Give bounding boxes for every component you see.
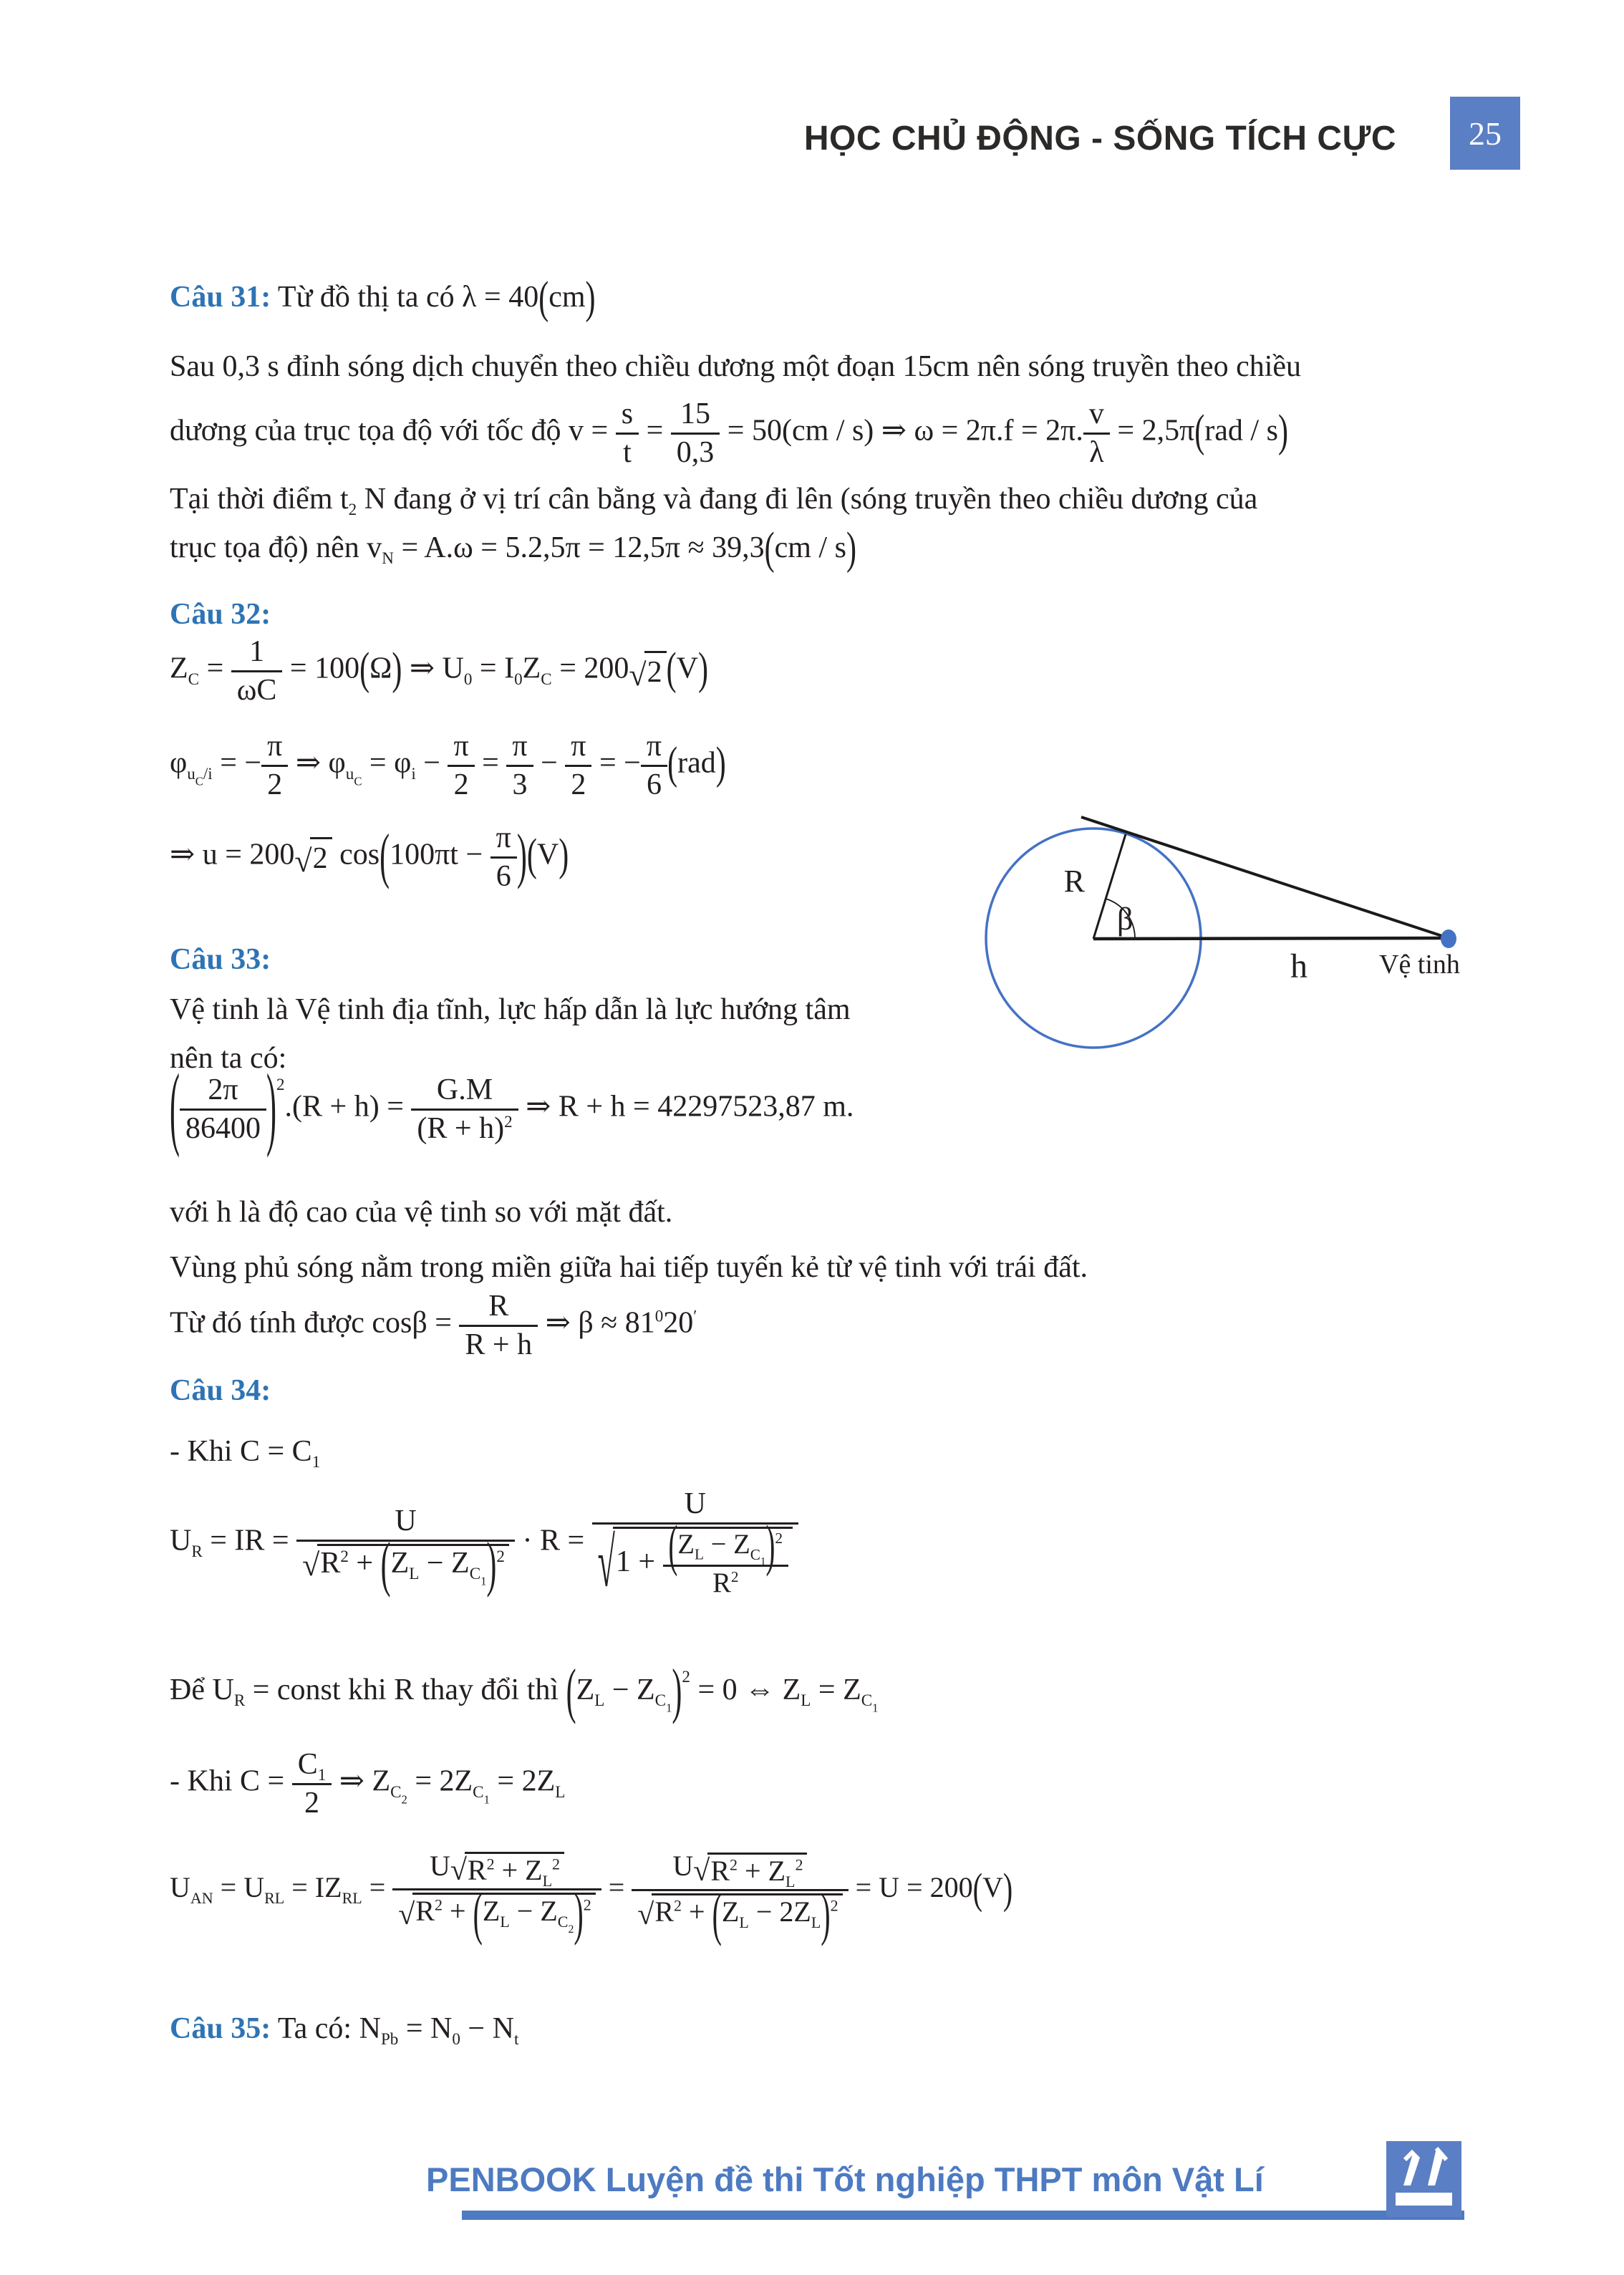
earth-satellite-line — [1093, 938, 1448, 939]
page-number: 25 — [1469, 115, 1502, 152]
cau31-line2: Sau 0,3 s đỉnh sóng dịch chuyển theo chiều dương một đoạn 15cm nên sóng truyền theo chiều — [170, 350, 1302, 383]
page-number-box — [1450, 97, 1520, 170]
height-label: h — [1290, 947, 1308, 985]
cau35-label: Câu 35: — [170, 2012, 271, 2045]
cau35-line — [170, 2011, 518, 2047]
cau33-line3: với h là độ cao của vệ tinh so với mặt đất. — [170, 1196, 673, 1229]
footer-title: PENBOOK Luyện đề thi Tốt nghiệp THPT môn Vật Lí — [426, 2160, 1264, 2198]
cau34-const-condition: Để $U_R$ = const khi R thay đổi thì $(Z_L - Z_{C_1})^2 = 0$ ⇔ $Z_L = Z_{C_1}$ — [170, 1658, 879, 1726]
satellite-label: Vệ tinh — [1379, 950, 1460, 980]
logo-background — [1386, 2141, 1461, 2217]
cau31-label: Câu 31: — [170, 281, 271, 314]
cau33-label: Câu 33: — [170, 943, 271, 976]
beta-label: β — [1117, 902, 1134, 937]
cau32-heading — [170, 596, 271, 632]
cau33-gravity-formula: ( $\frac{2\pi}{86400}$ )$^2$.(R + h) = $\frac{G.M}{(R + h)^2}$ ⇒ R + h = 42297523,87 m. — [170, 1058, 854, 1160]
cau34-label: Câu 34: — [170, 1374, 271, 1407]
radius-label: R — [1063, 864, 1085, 899]
cau34-heading — [170, 1373, 271, 1409]
cau31-line5: trục tọa độ) nên $v_N = A.\omega = 5.2,5\pi = 12,5\pi \approx 39,3(cm / s)$ — [170, 524, 856, 574]
satellite-diagram — [967, 798, 1482, 1106]
logo-base-bar — [1396, 2193, 1452, 2206]
cau31-intro-line — [170, 274, 596, 324]
cau32-label: Câu 32: — [170, 598, 271, 631]
cau33-heading — [170, 942, 271, 977]
cau32-voltage-formula: ⇒ u = 200 √ 2 cos(100πt − $\frac{\pi}{6}$ )(V) — [170, 821, 569, 894]
cau31-velocity-formula: dương của trục tọa độ với tốc độ v = $\frac{s}{t}$ = $\frac{15}{0,3}$ = 50(cm / s) ⇒ ω = 2π.f = 2π. $\frac{v}{\lambda}$ = 2,5π(rad / s) — [170, 397, 1288, 470]
cau34-ur-formula: $U_R$ = IR = U √ $R^2 + (Z_L - Z_{C_1})^2$ · R = U √ 1 + $\frac{(Z_L - Z_{C_1})^2}{R^2}$ — [170, 1488, 798, 1598]
cau32-phase-formula: $\varphi_{u_C/i}$ = − $\frac{\pi}{2}$ ⇒ $\varphi_{u_C} = \varphi_i$ − $\frac{\pi}{2}$ = $\frac{\pi}{3}$ − $\frac{\pi}{2}$ = − $\frac{\pi}{6}$ (rad) — [170, 730, 726, 802]
cau34-uan-formula: $U_{AN} = U_{RL} = IZ_{RL}$ = U √ $R^2 + Z_L^2$ √ $R^2 + (Z_L - Z_{C_2})^2$ = U √ $R^2 + Z_L^2$ √ $R^2 + (Z_L - 2Z_L)^2$ = U = 200(V) — [170, 1850, 1013, 1947]
footer-bar — [462, 2211, 1464, 2220]
cau31-intro-text: Từ đồ thị ta có λ = 40(cm) — [271, 274, 596, 324]
tangent-line — [1081, 817, 1451, 939]
cau34-case2-line: - Khi C = $\frac{C_1}{2}$ ⇒ $Z_{C_2} = 2Z_{C_1} = 2Z_L$ — [170, 1748, 566, 1820]
cau33-line2: nên ta có: — [170, 1042, 287, 1075]
cau33-cos-beta-formula: Từ đó tính được cosβ = $\frac{R}{R + h}$ ⇒ $\beta \approx 81^020'$ — [170, 1290, 697, 1362]
cau33-line4: Vùng phủ sóng nằm trong miền giữa hai tiếp tuyến kẻ từ vệ tinh với trái đất. — [170, 1251, 1088, 1284]
cau31-line4: Tại thời điểm $t_2$ N đang ở vị trí cân bằng và đang đi lên (sóng truyền theo chiều dương của — [170, 483, 1258, 519]
cau35-text: Ta có: $N_{Pb} = N_0 - N_t$ — [271, 2012, 519, 2049]
cau32-impedance-formula: $Z_C$ = $\frac{1}{\omega C}$ = 100(Ω) ⇒ $U_0 = I_0Z_C = 200$ √ 2 (V) — [170, 635, 708, 707]
header-title: HỌC CHỦ ĐỘNG - SỐNG TÍCH CỰC — [803, 120, 1396, 158]
satellite-dot — [1441, 929, 1456, 948]
publisher-logo — [1386, 2141, 1461, 2217]
cau33-line1: Vệ tinh là Vệ tinh địa tĩnh, lực hấp dẫn là lực hướng tâm — [170, 993, 851, 1026]
cau34-case1-line: - Khi $C = C_1$ — [170, 1435, 321, 1472]
